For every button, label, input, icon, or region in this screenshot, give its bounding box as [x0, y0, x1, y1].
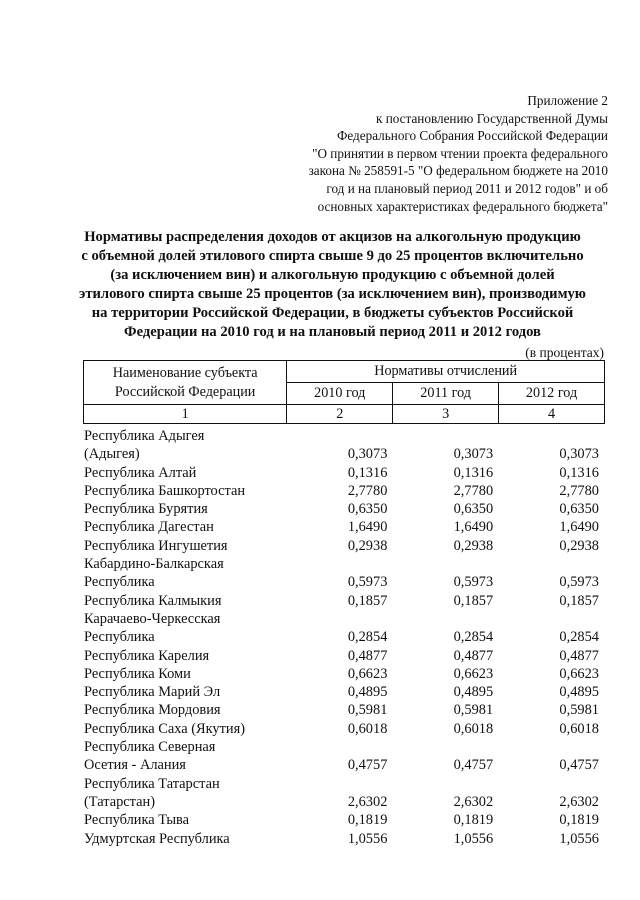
subject-name-line: Республика	[84, 574, 155, 591]
annex-line: Федерального Собрания Российской Федерации	[336, 128, 608, 144]
column-header-2010: 2010 год	[287, 383, 393, 405]
subject-name	[83, 738, 288, 775]
table-row	[83, 683, 605, 701]
annex-line: основных характеристиках федерального бюджета"	[317, 198, 608, 214]
subject-name	[83, 701, 288, 719]
subject-name-line: Республика Татарстан	[84, 775, 220, 792]
rate-value-2012: 2,7780	[559, 482, 599, 499]
rate-value-2011: 0,6350	[453, 501, 494, 518]
subject-name-line: Республика Бурятия	[84, 501, 208, 518]
subject-name-line: Республика	[84, 629, 155, 646]
rate-value-2012: 1,0556	[559, 830, 599, 847]
rate-value-2012: 1,6490	[559, 519, 599, 536]
rate-value-2011: 0,4757	[453, 757, 494, 774]
column-header-line: Наименование субъекта	[112, 364, 258, 381]
subject-name-line: Удмуртская Республика	[84, 830, 230, 847]
subject-name-line: Республика Тыва	[84, 812, 189, 829]
rate-value-2012: 0,5981	[559, 702, 599, 719]
rate-value-2011: 0,2938	[453, 537, 494, 554]
rate-value-2010: 1,0556	[347, 830, 388, 847]
title-line: этилового спирта свыше 25 процентов (за исключением вин), производимую	[79, 286, 586, 303]
rate-value-2011: 0,6018	[453, 720, 494, 737]
rate-value-2010: 0,1819	[347, 812, 388, 829]
rate-value-2010: 0,1316	[347, 464, 388, 481]
table-row	[83, 592, 605, 610]
rate-value-2012: 0,3073	[559, 446, 599, 463]
subject-name	[83, 537, 288, 555]
annex-line: "О принятии в первом чтении проекта федерального	[312, 145, 608, 161]
rate-value-2011: 0,1857	[453, 592, 494, 609]
subject-name-line: Осетия - Алания	[84, 757, 186, 774]
rate-value-2012: 2,6302	[559, 793, 599, 810]
table-row	[83, 665, 605, 683]
rate-value-2011: 0,5981	[453, 702, 494, 719]
subject-name-line: Республика Карелия	[84, 647, 210, 664]
rate-value-2011: 0,2854	[453, 629, 494, 646]
subject-name	[83, 482, 288, 500]
rate-value-2012: 0,2854	[559, 629, 599, 646]
subject-name-line: Республика Дагестан	[84, 519, 214, 536]
rate-value-2010: 0,2854	[347, 629, 388, 646]
rate-value-2011: 1,6490	[453, 519, 494, 536]
column-number: 2	[287, 405, 393, 424]
title-line: (за исключением вин) и алкогольную продукцию с объемной долей	[110, 267, 555, 284]
column-header-2011: 2011 год	[393, 383, 499, 405]
subject-name	[83, 592, 288, 610]
rate-value-2011: 0,4895	[453, 684, 494, 701]
subject-name-line: Республика Калмыкия	[84, 592, 222, 609]
rate-value-2012: 0,4895	[559, 684, 599, 701]
table-row	[83, 610, 605, 647]
subject-name-line: Республика Саха (Якутия)	[84, 720, 246, 737]
rate-value-2010: 0,5973	[347, 574, 388, 591]
table-row	[83, 518, 605, 536]
annex-line: к постановлению Государственной Думы	[375, 110, 608, 126]
column-header-subject	[84, 361, 287, 405]
table-row	[83, 482, 605, 500]
rate-value-2010: 0,6350	[347, 501, 388, 518]
rate-value-2012: 0,4757	[559, 757, 599, 774]
rate-value-2012: 0,1316	[559, 464, 599, 481]
subject-name	[83, 464, 288, 482]
rate-value-2011: 1,0556	[453, 830, 494, 847]
rate-value-2012: 0,1857	[559, 592, 599, 609]
annex-note	[268, 92, 608, 215]
column-group-header: Нормативы отчислений	[287, 361, 605, 383]
rate-value-2012: 0,6018	[559, 720, 599, 737]
document-title	[60, 228, 605, 343]
rate-value-2011: 0,5973	[453, 574, 494, 591]
rate-value-2010: 0,6018	[347, 720, 388, 737]
table-row	[83, 464, 605, 482]
annex-line: Приложение 2	[527, 93, 608, 108]
table-header	[83, 360, 605, 424]
rate-value-2010: 0,2938	[347, 537, 388, 554]
table-row	[83, 830, 605, 848]
subject-name	[83, 683, 288, 701]
title-line: на территории Российской Федерации, в бюджеты субъектов Российской	[91, 305, 574, 322]
subject-name	[83, 720, 288, 738]
table-row	[83, 701, 605, 719]
column-number: 1	[84, 405, 287, 424]
subject-name-line: Республика Марий Эл	[84, 684, 221, 701]
column-header-line: Российской Федерации	[114, 383, 256, 400]
subject-name	[83, 555, 288, 592]
units-label: (в процентах)	[525, 345, 604, 360]
subject-name	[83, 665, 288, 683]
rate-value-2011: 2,7780	[453, 482, 494, 499]
rate-value-2012: 0,2938	[559, 537, 599, 554]
subject-name	[83, 811, 288, 829]
rate-value-2010: 0,3073	[347, 446, 388, 463]
column-header-2012: 2012 год	[499, 383, 605, 405]
rate-value-2012: 0,6350	[559, 501, 599, 518]
title-line: с объемной долей этилового спирта свыше 9 до 25 процентов включительно	[81, 248, 584, 265]
title-line: Федерации на 2010 год и на плановый период 2011 и 2012 годов	[124, 324, 541, 341]
rate-value-2011: 0,3073	[453, 446, 494, 463]
column-number: 3	[393, 405, 499, 424]
rate-value-2011: 0,6623	[453, 665, 494, 682]
rate-value-2010: 0,4877	[347, 647, 388, 664]
subject-name	[83, 647, 288, 665]
subject-name	[83, 830, 288, 848]
rate-value-2012: 0,5973	[559, 574, 599, 591]
subject-name-line: Республика Коми	[84, 665, 191, 682]
subject-name-line: (Адыгея)	[84, 446, 140, 463]
annex-line: закона № 258591-5 "О федеральном бюджете на 2010	[308, 163, 608, 179]
rate-value-2010: 0,6623	[347, 665, 388, 682]
column-number: 4	[499, 405, 605, 424]
annex-line: год и на плановый период 2011 и 2012 годов" и об	[326, 180, 608, 196]
subject-name	[83, 500, 288, 518]
rate-value-2010: 0,4895	[347, 684, 388, 701]
table-row	[83, 647, 605, 665]
rate-value-2010: 2,6302	[347, 793, 388, 810]
rate-value-2012: 0,4877	[559, 647, 599, 664]
table-row	[83, 427, 605, 464]
table-row	[83, 775, 605, 812]
subject-name-line: (Татарстан)	[84, 793, 156, 810]
rate-value-2011: 0,4877	[453, 647, 494, 664]
subject-name	[83, 610, 288, 647]
table-row	[83, 720, 605, 738]
subject-name-line: Республика Мордовия	[84, 702, 221, 719]
subject-name-line: Республика Алтай	[84, 464, 197, 481]
subject-name-line: Республика Адыгея	[84, 428, 205, 444]
table-row	[83, 500, 605, 518]
subject-name	[83, 427, 288, 464]
rate-value-2010: 2,7780	[347, 482, 388, 499]
table-row	[83, 537, 605, 555]
subject-name	[83, 518, 288, 536]
subject-name-line: Карачаево-Черкесская	[84, 610, 221, 627]
rate-value-2010: 0,4757	[347, 757, 388, 774]
subject-name-line: Кабардино-Балкарская	[84, 556, 224, 573]
table-body	[83, 427, 605, 848]
table-row	[83, 555, 605, 592]
rate-value-2010: 0,5981	[347, 702, 388, 719]
subject-name	[83, 775, 288, 812]
table-row	[83, 811, 605, 829]
subject-name-line: Республика Ингушетия	[84, 537, 228, 554]
title-line: Нормативы распределения доходов от акцизов на алкогольную продукцию	[84, 229, 581, 245]
table-row	[83, 738, 605, 775]
rate-value-2011: 2,6302	[453, 793, 494, 810]
rate-value-2011: 0,1819	[453, 812, 494, 829]
subject-name-line: Республика Северная	[84, 739, 216, 756]
rate-value-2011: 0,1316	[453, 464, 494, 481]
subject-name-line: Республика Башкортостан	[84, 482, 246, 499]
rate-value-2012: 0,6623	[559, 665, 599, 682]
rate-value-2010: 1,6490	[347, 519, 388, 536]
rate-value-2010: 0,1857	[347, 592, 388, 609]
rate-value-2012: 0,1819	[559, 812, 599, 829]
